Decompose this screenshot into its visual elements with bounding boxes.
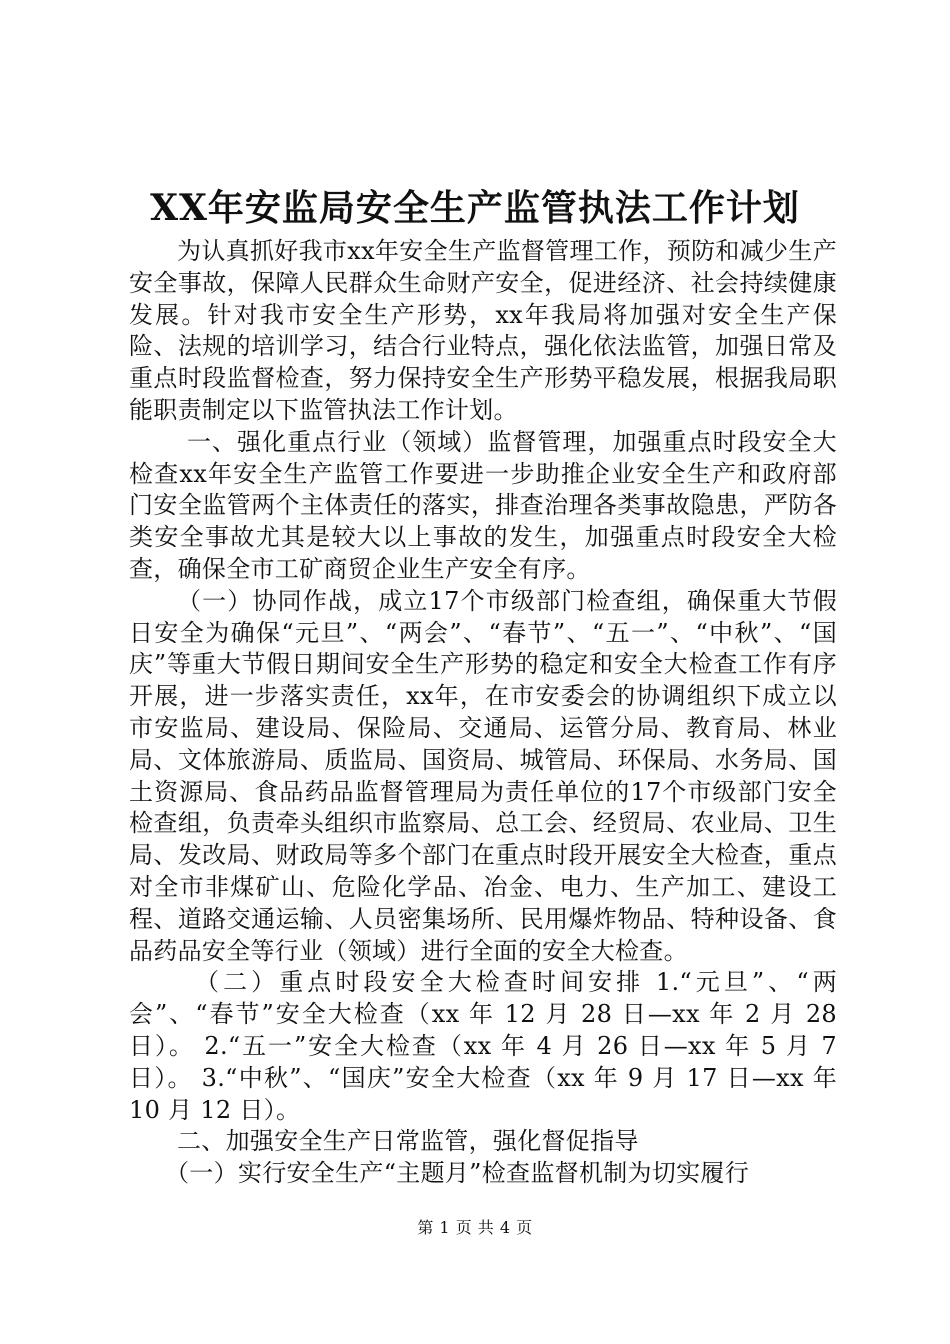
- paragraph-section-2-heading: 二、加强安全生产日常监管，强化督促指导: [177, 1127, 639, 1156]
- paragraph-section-1: 一、强化重点行业（领域）监督管理，加强重点时段安全大检查xx年安全生产监管工作要进一步助推企业安全生产和政府部门安全监管两个主体责任的落实，排查治理各类事故隐患，严防各类安全事故尤其是较大以上事故的发生，加强重点时段安全大检查，确保全市工矿商贸企业生产安全有序。: [129, 427, 837, 583]
- paragraph-intro: 为认真抓好我市xx年安全生产监督管理工作，预防和减少生产安全事故，保障人民群众生命财产安全，促进经济、社会持续健康发展。针对我市安全生产形势，xx年我局将加强对安全生产保险、法规的培训学习，结合行业特点，强化依法监管，加强日常及重点时段监督检查，努力保持安全生产形势平稳发展，根据我局职能职责制定以下监管执法工作计划。: [129, 237, 837, 424]
- document-title: XX年安监局安全生产监管执法工作计划: [150, 187, 800, 229]
- paragraph-section-1-item-1: （一）协同作战，成立17个市级部门检查组，确保重大节假日安全为确保“元旦”、“两会”、“春节”、“五一”、“中秋”、“国庆”等重大节假日期间安全生产形势的稳定和安全大检查工作有序开展，进一步落实责任，xx年，在市安委会的协调组织下成立以市安监局、建设局、保险局、交通局、运管分局、教育局、林业局、文体旅游局、质监局、国资局、城管局、环保局、水务局、国土资源局、食品药品监督管理局为责任单位的17个市级部门安全检查组，负责牵头组织市监察局、总工会、经贸局、农业局、卫生局、发改局、财政局等多个部门在重点时段开展安全大检查，重点对全市非煤矿山、危险化学品、冶金、电力、生产加工、建设工程、道路交通运输、人员密集场所、民用爆炸物品、特种设备、食品药品安全等行业（领域）进行全面的安全大检查。: [129, 586, 837, 965]
- document-body: [129, 236, 837, 1190]
- page-number-footer: 第 1 页 共 4 页: [417, 1218, 533, 1237]
- paragraph-section-2-item-1: （一）实行安全生产“主题月”检查监督机制为切实履行: [165, 1159, 750, 1188]
- paragraph-section-1-item-2: （二）重点时段安全大检查时间安排 1.“元旦”、“两会”、“春节”安全大检查（xx 年 12 月 28 日—xx 年 2 月 28 日）。 2.“五一”安全大检查（xx 年 4 月 26 日—xx 年 5 月 7 日）。 3.“中秋”、“国庆”安全大检查（xx 年 9 月 17 日—xx 年 10 月 12 日）。: [129, 968, 837, 1124]
